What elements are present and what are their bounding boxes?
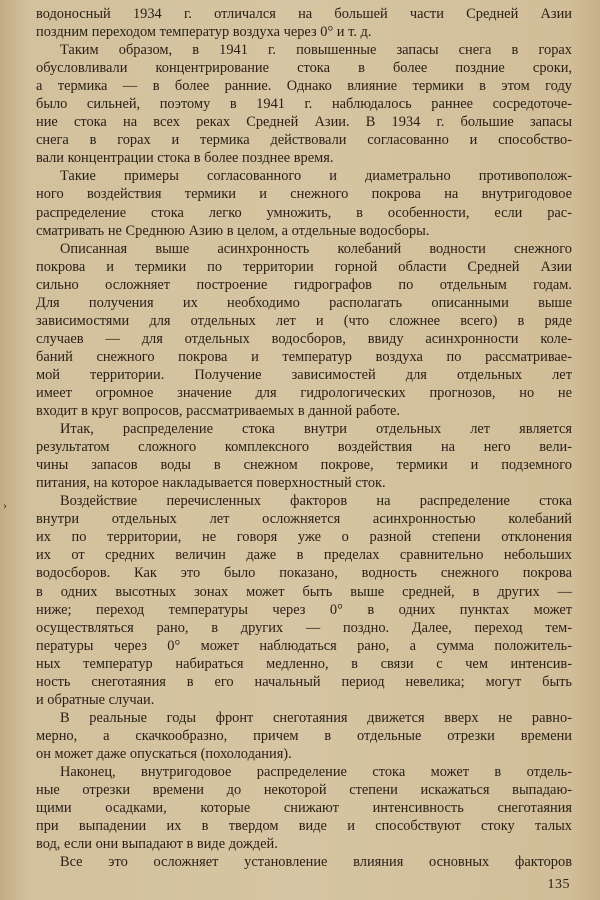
text-line: чины запасов воды в снежном покрове, термики и подземного [36, 457, 572, 474]
text-line: и обратные случаи. [36, 691, 155, 708]
page-number: 135 [547, 877, 570, 892]
text-line: внутри отдельных лет осложняется асинхронностью колебаний [36, 511, 572, 528]
text-line: обусловливали концентрирование стока в более поздние сроки, [36, 60, 572, 77]
text-line: ные отрезки времени до некоторой степени искажаться выпадаю- [36, 782, 572, 799]
text-line: сильно осложняет построение гидрографов по отдельным годам. [36, 276, 572, 293]
text-line: ниже; переход температуры через 0° в одних пунктах может [36, 601, 572, 618]
text-line: ность снеготаяния в его начальный период невелика; могут быть [36, 673, 572, 690]
text-line: покрова и термики по территории горной области Средней Азии [36, 258, 572, 275]
text-line: в одних высотных зонах может быть выше средней, в других — [36, 583, 572, 600]
text-line: результатом сложного комплексного воздействия на него вели- [36, 439, 572, 456]
text-line: Воздействие перечисленных факторов на распределение стока [60, 493, 572, 510]
page-text [36, 5, 572, 871]
text-line: было сильней, поэтому в 1941 г. наблюдалось раннее сосредоточе- [36, 96, 572, 113]
text-line: щими осадками, которые снижают интенсивность снеготаяния [36, 800, 572, 817]
text-line: он может даже опускаться (похолодания). [36, 745, 292, 762]
text-line: зависимостями для отдельных лет и (что сложнее всего) в ряде [36, 312, 572, 329]
text-line: ных температур набираться медленно, в связи с чем интенсив- [36, 655, 572, 672]
text-line: случаев — для отдельных водосборов, ввиду асинхронности коле- [36, 330, 572, 347]
text-line: Таким образом, в 1941 г. повышенные запасы снега в горах [60, 42, 572, 59]
text-line: ного воздействия термики и снежного покрова на внутригодовое [36, 186, 572, 203]
text-line: баний снежного покрова и температур воздуха по рассматривае- [36, 348, 572, 365]
text-line: Итак, распределение стока внутри отдельных лет является [60, 421, 572, 438]
text-line: питания, на которое накладывается поверхностный сток. [36, 475, 386, 492]
text-line: Для получения их необходимо располагать описанными выше [36, 294, 572, 311]
text-line: вали концентрации стока в более позднее время. [36, 150, 334, 167]
text-line: сматривать не Среднюю Азию в целом, а отдельные водосборы. [36, 222, 430, 239]
text-line: водосборов. Как это было показано, водность снежного покрова [36, 565, 572, 582]
text-line: Описанная выше асинхронность колебаний водности снежного [60, 240, 572, 257]
text-line: В реальные годы фронт снеготаяния движется вверх не равно- [60, 709, 572, 726]
text-line: их от средних величин даже в пределах сравнительно небольших [36, 547, 572, 564]
text-line: входит в круг вопросов, рассматриваемых в данной работе. [36, 403, 401, 420]
text-line: Наконец, внутригодовое распределение стока может в отдель- [60, 763, 572, 780]
text-line: вод, если они выпадают в виде дождей. [36, 836, 278, 853]
text-line: пературы через 0° может наблюдаться рано, а сумма положитель- [36, 637, 572, 654]
text-line: снега в горах и термика действовали согласованно и способство- [36, 132, 572, 149]
text-line: а термика — в более ранние. Однако влияние термики в этом году [36, 78, 572, 95]
text-line: при выпадении их в твердом виде и способствуют стоку талых [36, 818, 572, 835]
text-line: распределение стока легко умножить, в особенности, если рас- [36, 204, 572, 221]
text-line: поздним переходом температур воздуха через 0° и т. д. [36, 24, 372, 41]
text-line: осуществляться рано, в других — поздно. Далее, переход тем- [36, 619, 572, 636]
text-line: ние стока на всех реках Средней Азии. В 1934 г. большие запасы [36, 114, 572, 131]
margin-mark: › [3, 498, 7, 512]
text-line: водоносный 1934 г. отличался на большей части Средней Азии [36, 6, 572, 22]
text-line: Все это осложняет установление влияния основных факторов [60, 854, 572, 871]
text-line: их по территории, не говоря уже о разной степени отклонения [36, 529, 572, 546]
text-line: Такие примеры согласованного и диаметрально противополож- [60, 168, 572, 185]
text-line: имеет огромное значение для гидрологических прогнозов, но не [36, 384, 572, 401]
text-line: мерно, а скачкообразно, причем в отдельные отрезки времени [36, 727, 572, 744]
text-line: мой территории. Получение зависимостей для отдельных лет [36, 366, 572, 383]
